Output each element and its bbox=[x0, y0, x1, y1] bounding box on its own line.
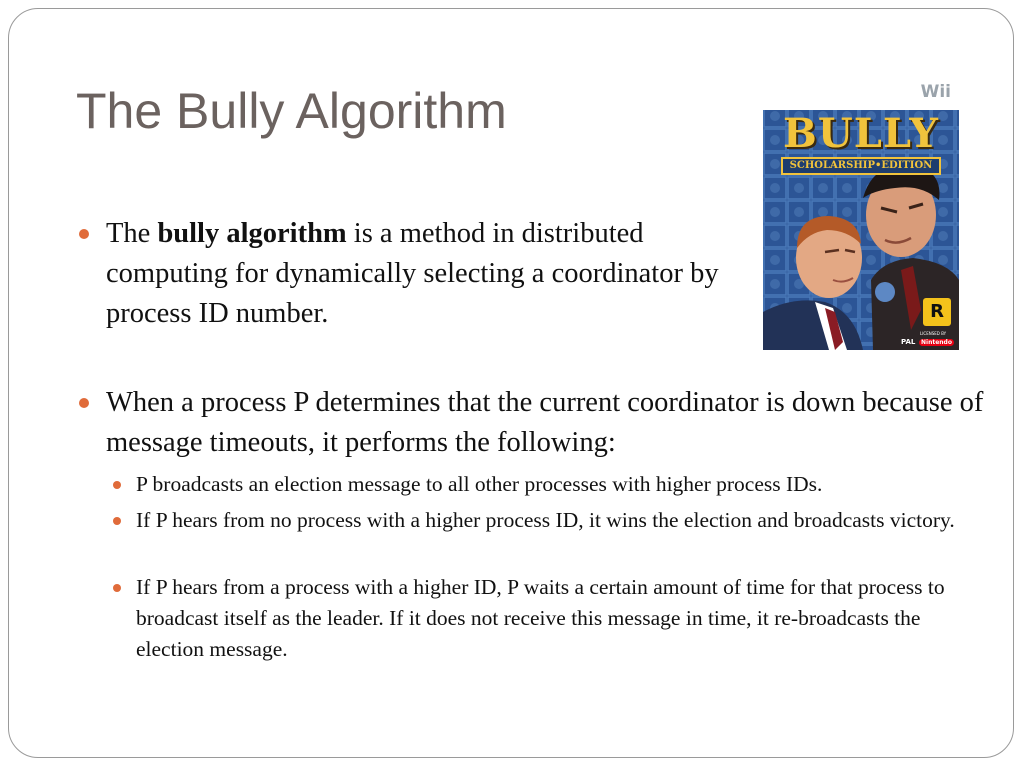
bullet-text-bold: bully algorithm bbox=[157, 218, 347, 249]
sub-bullet-broadcast bbox=[136, 469, 976, 500]
bullet-definition bbox=[106, 214, 736, 334]
cover-licensed-text: LICENSED BY bbox=[920, 331, 947, 336]
bullet-dot bbox=[79, 229, 89, 239]
sub-bullet-dot bbox=[113, 481, 121, 489]
cover-platform-logo: Wii bbox=[920, 82, 951, 102]
bullet-procedure bbox=[106, 383, 986, 463]
bullet-text-pre: The bbox=[106, 218, 158, 249]
cover-title: BULLY bbox=[783, 110, 939, 157]
sub-bullet-text: If P hears from no process with a higher process ID, it wins the election and broadcasts victory. bbox=[136, 508, 955, 532]
bullet-text-post: is a method in distributed computing for dynamically selecting a coordinator by process ID number. bbox=[106, 218, 719, 329]
rockstar-logo-icon: R bbox=[923, 298, 951, 326]
sub-bullet-wait bbox=[136, 572, 971, 665]
sub-bullet-victory bbox=[136, 505, 956, 536]
bullet-dot bbox=[79, 398, 89, 408]
sub-bullet-text: If P hears from a process with a higher ID, P waits a certain amount of time for that process to broadcast itself as the leader. If it does not receive this message in time, it re-broadcasts the election message. bbox=[136, 575, 945, 661]
cover-region-label: PAL bbox=[901, 338, 916, 346]
sub-bullet-text: P broadcasts an election message to all other processes with higher process IDs. bbox=[136, 472, 823, 496]
sub-bullet-dot bbox=[113, 517, 121, 525]
nintendo-logo-icon: Nintendo bbox=[921, 339, 952, 346]
cover-subtitle: SCHOLARSHIP•EDITION bbox=[781, 157, 941, 175]
bullet-text: When a process P determines that the current coordinator is down because of message timeouts, it performs the following: bbox=[106, 387, 984, 458]
slide-title: The Bully Algorithm bbox=[76, 83, 507, 139]
sub-bullet-dot bbox=[113, 584, 121, 592]
bully-cover-image bbox=[763, 80, 959, 350]
